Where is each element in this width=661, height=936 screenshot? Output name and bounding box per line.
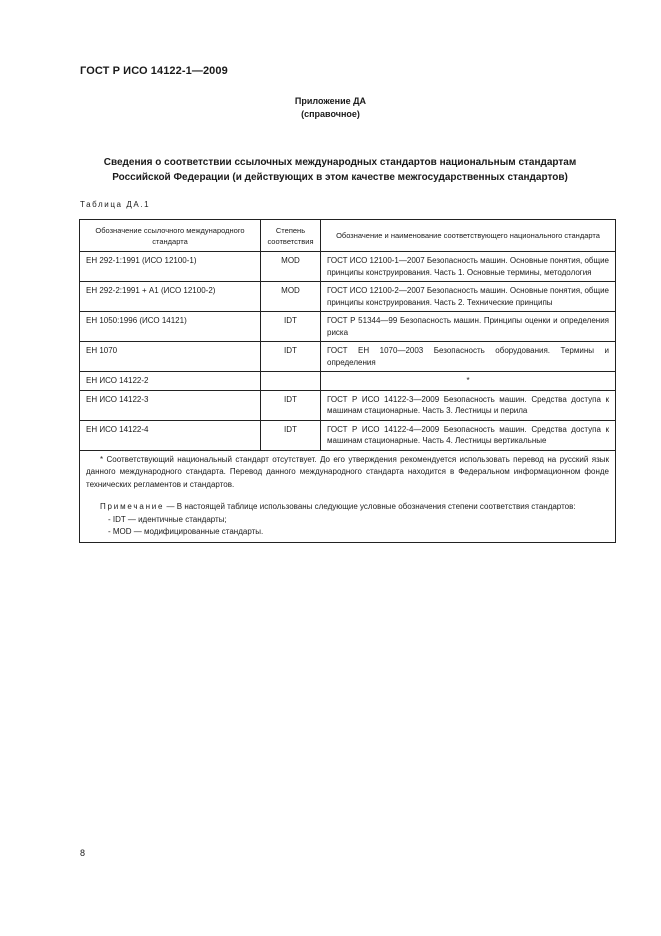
table-row [80, 282, 616, 312]
cell-ref: ЕН 292-1:1991 (ИСО 12100-1) [80, 252, 261, 282]
cell-ref: ЕН 1050:1996 (ИСО 14121) [80, 312, 261, 342]
annex-subtitle: (справочное) [301, 109, 360, 119]
table-row [80, 312, 616, 342]
cell-degree: IDT [261, 390, 321, 420]
table-row [80, 390, 616, 420]
heading-line-1: Сведения о соответствии ссылочных международных стандартов национальным стандартам [103, 157, 577, 168]
cell-national: ГОСТ Р ИСО 14122-3—2009 Безопасность машин. Средства доступа к машинам стационарные. Часть 3. Лестницы и перила [321, 390, 616, 420]
table-header-row [80, 220, 616, 252]
table-row [80, 252, 616, 282]
table-caption: Таблица ДА.1 [80, 200, 151, 209]
cell-ref: ЕН 1070 [80, 342, 261, 372]
table-row [80, 420, 616, 450]
annex-title: Приложение ДА [294, 96, 367, 106]
note-label: Примечание [100, 502, 165, 511]
column-header-degree: Степень соответствия [261, 220, 321, 252]
table-row [80, 372, 616, 391]
note-item-mod: - MOD — модифицированные стандарты. [108, 527, 264, 536]
cell-ref: ЕН ИСО 14122-4 [80, 420, 261, 450]
column-header-ref: Обозначение ссылочного международного стандарта [80, 220, 261, 252]
cell-degree: IDT [261, 312, 321, 342]
table-note [86, 501, 609, 514]
cell-national: ГОСТ ЕН 1070—2003 Безопасность оборудования. Термины и определения [321, 342, 616, 372]
table-notes-row [80, 450, 616, 542]
document-code: ГОСТ Р ИСО 14122-1—2009 [80, 65, 228, 77]
cell-degree: IDT [261, 342, 321, 372]
table-row [80, 342, 616, 372]
cell-ref: ЕН ИСО 14122-2 [80, 372, 261, 391]
column-header-national: Обозначение и наименование соответствующего национального стандарта [321, 220, 616, 252]
cell-ref: ЕН 292-2:1991 + А1 (ИСО 12100-2) [80, 282, 261, 312]
cell-degree: IDT [261, 420, 321, 450]
correspondence-table [79, 219, 616, 543]
page-number: 8 [80, 848, 86, 858]
cell-national: ГОСТ Р ИСО 14122-4—2009 Безопасность машин. Средства доступа к машинам стационарные. Часть 4. Лестницы вертикальные [321, 420, 616, 450]
cell-ref: ЕН ИСО 14122-3 [80, 390, 261, 420]
cell-national: ГОСТ ИСО 12100-2—2007 Безопасность машин. Основные понятия, общие принципы конструирования. Часть 2. Технические принципы [321, 282, 616, 312]
note-text: — В настоящей таблице использованы следующие условные обозначения степени соответствия стандартов: [164, 502, 576, 511]
cell-degree [261, 372, 321, 391]
cell-national: * [321, 372, 616, 391]
cell-national: ГОСТ ИСО 12100-1—2007 Безопасность машин. Основные понятия, общие принципы конструирования. Часть 1. Основные термины, методология [321, 252, 616, 282]
table-notes-cell [80, 450, 616, 542]
table-footnote: * Соответствующий национальный стандарт отсутствует. До его утверждения рекомендуется использовать перевод на русский язык данного международного стандарта. Перевод данного международного стандарта находится в Федеральном информационном фонде технических регламентов и стандартов. [86, 454, 609, 489]
cell-degree: MOD [261, 282, 321, 312]
section-heading [70, 155, 610, 185]
cell-national: ГОСТ Р 51344—99 Безопасность машин. Принципы оценки и определения риска [321, 312, 616, 342]
annex-title-block [0, 95, 661, 121]
note-item-idt: - IDT — идентичные стандарты; [108, 514, 227, 524]
heading-line-2: Российской Федерации (и действующих в этом качестве межгосударственных стандартов) [112, 172, 568, 183]
cell-degree: MOD [261, 252, 321, 282]
